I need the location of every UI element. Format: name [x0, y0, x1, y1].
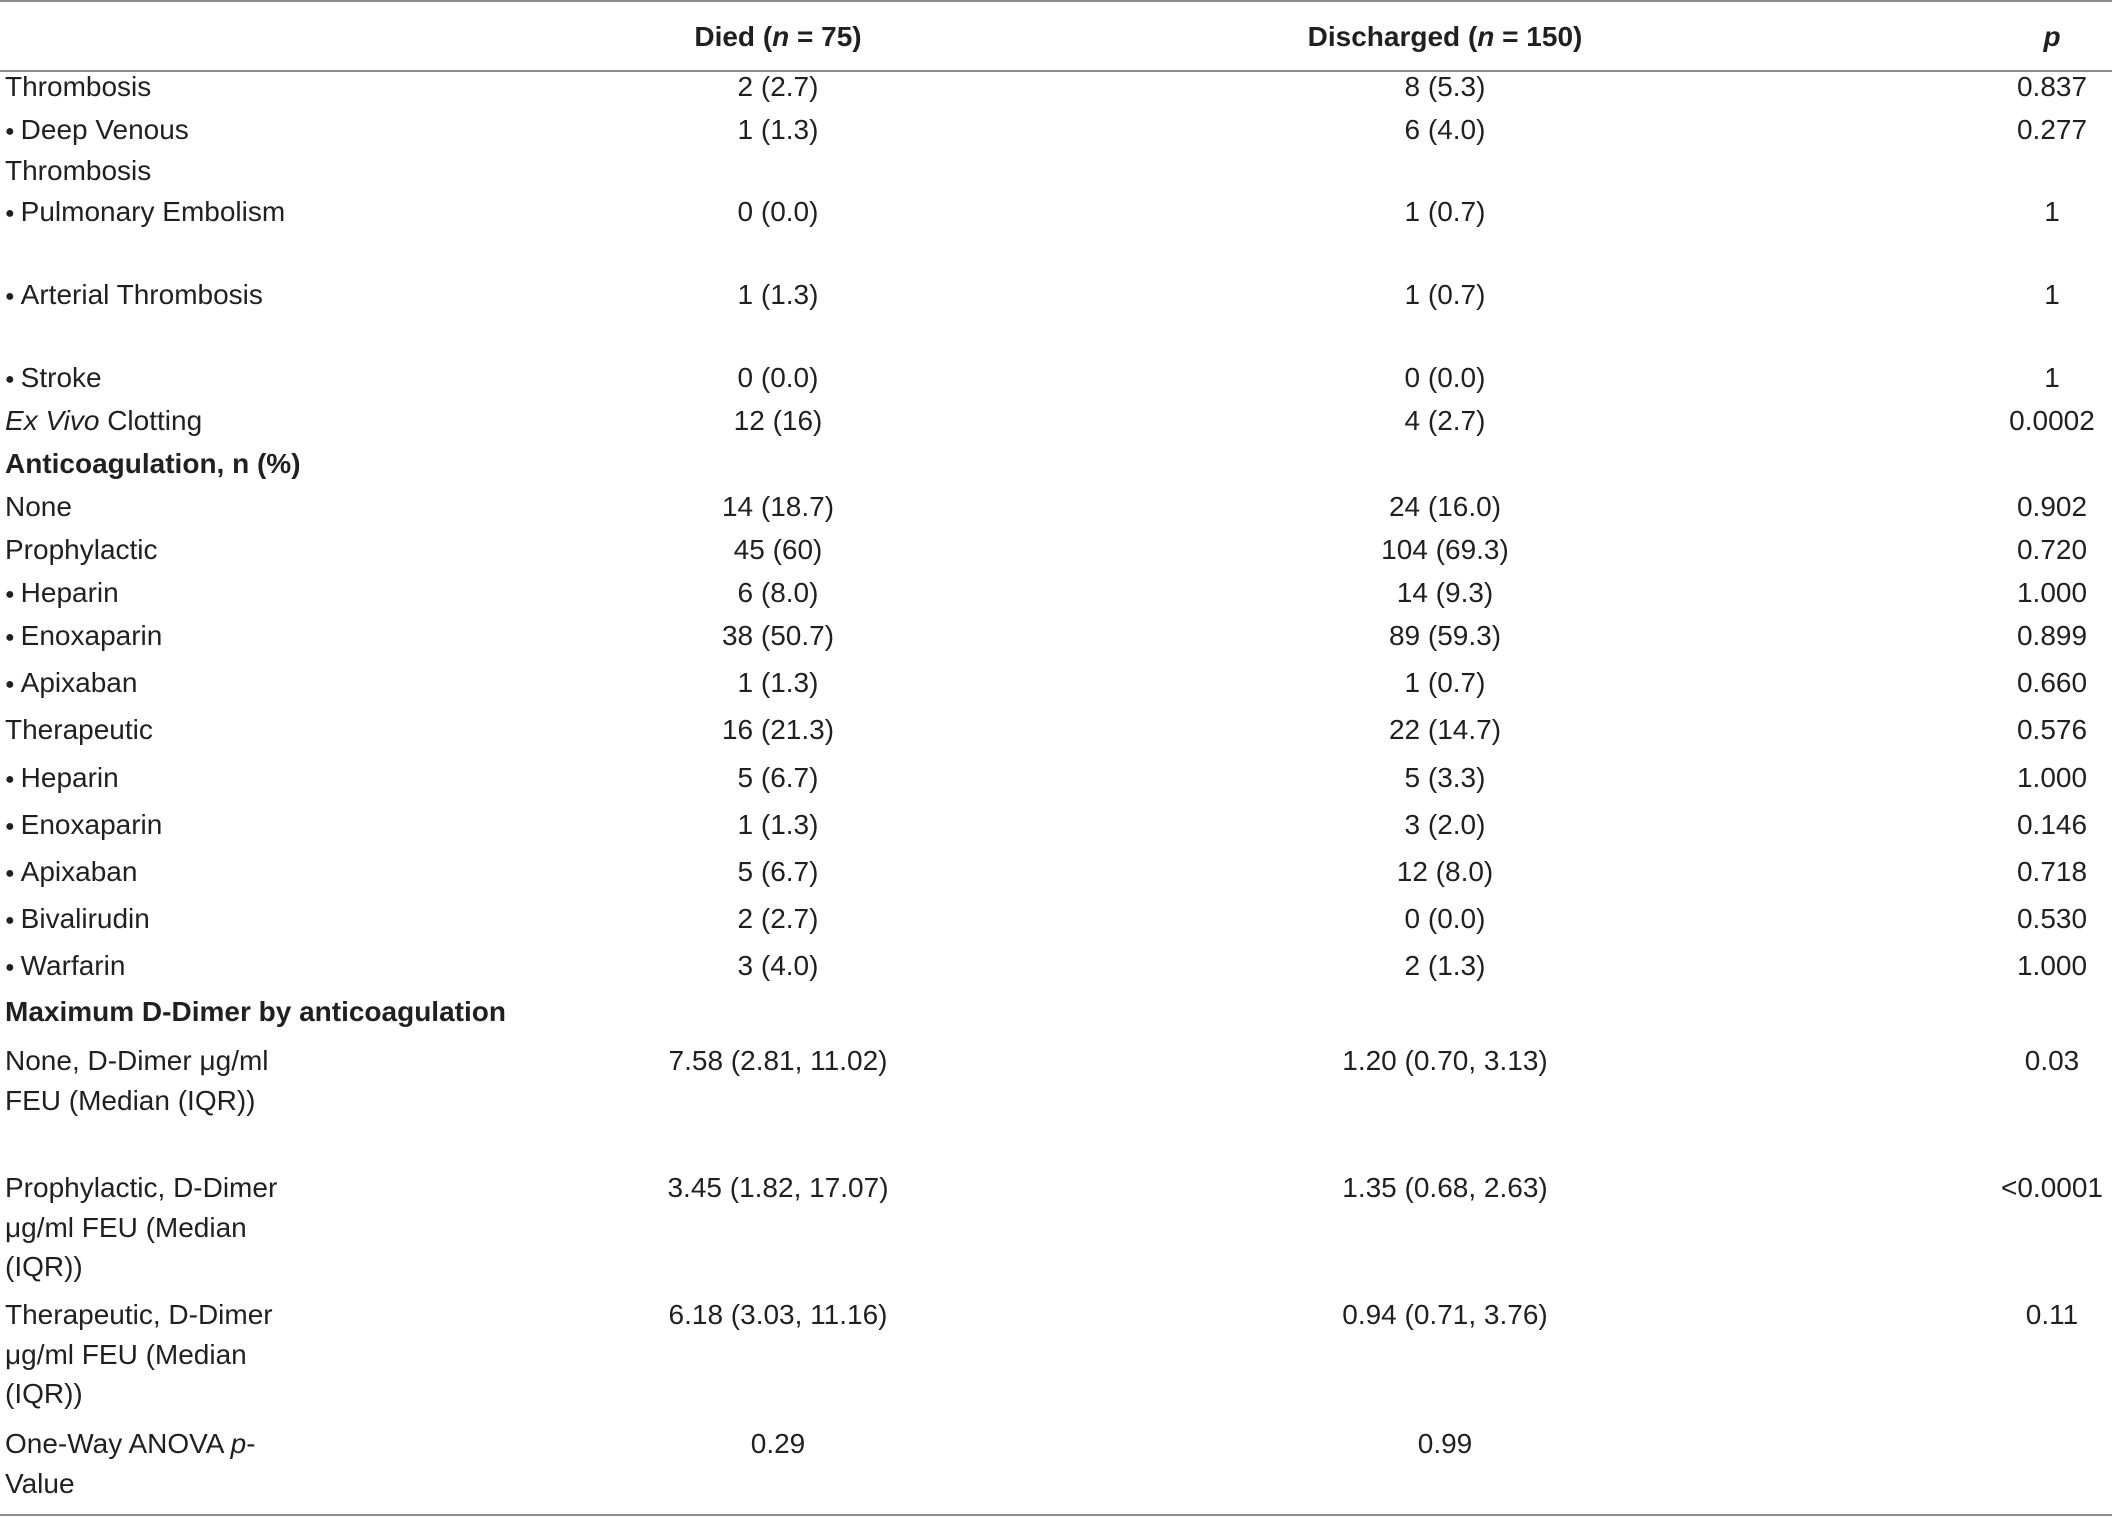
row-label-text: Clotting	[99, 405, 203, 436]
bullet-icon: ●	[5, 585, 15, 603]
p-value: 0.660	[2016, 667, 2088, 698]
p-value: 0.837	[2016, 71, 2088, 102]
p-value: 1	[2044, 279, 2060, 310]
died-value: 0 (0.0)	[737, 196, 819, 227]
bullet-icon: ●	[5, 370, 15, 388]
died-value: 2 (2.7)	[737, 903, 819, 934]
p-value: 1.000	[2016, 577, 2088, 608]
row-label-text: Warfarin	[20, 950, 126, 981]
row-label-text: Apixaban	[20, 667, 138, 698]
died-value: 5 (6.7)	[737, 856, 819, 887]
row-label	[5, 401, 305, 441]
row-label-text: Prophylactic	[5, 534, 158, 565]
discharged-value: 0 (0.0)	[1404, 903, 1486, 934]
discharged-value: 1.20 (0.70, 3.13)	[1342, 1045, 1548, 1076]
p-value: 0.277	[2016, 114, 2088, 145]
row-label-text: Therapeutic, D-Dimer μg/ml FEU (Median (IQR))	[5, 1299, 273, 1409]
p-value: 0.576	[2016, 714, 2088, 745]
row-label	[5, 1424, 305, 1503]
section-heading: Maximum D-Dimer by anticoagulation	[5, 996, 506, 1027]
died-value: 0 (0.0)	[737, 362, 819, 393]
row-label	[5, 805, 305, 846]
died-value: 7.58 (2.81, 11.02)	[668, 1045, 888, 1076]
discharged-value: 3 (2.0)	[1404, 809, 1486, 840]
died-value: 1 (1.3)	[737, 279, 819, 310]
row-label	[5, 110, 305, 191]
discharged-value: 0.99	[1417, 1428, 1473, 1459]
row-label-text: Prophylactic, D-Dimer μg/ml FEU (Median (IQR))	[5, 1172, 278, 1282]
p-value: 0.146	[2016, 809, 2088, 840]
row-label	[5, 573, 305, 614]
p-value: <0.0001	[2001, 1172, 2103, 1203]
discharged-value: 1 (0.7)	[1404, 196, 1486, 227]
header-p: p	[2043, 21, 2061, 52]
row-label-italic: p	[230, 1428, 247, 1459]
died-value: 3.45 (1.82, 17.07)	[667, 1172, 889, 1203]
discharged-value: 8 (5.3)	[1404, 71, 1486, 102]
row-label-text: Heparin	[20, 577, 119, 608]
row-label	[5, 616, 305, 657]
p-value: 0.530	[2016, 903, 2088, 934]
bullet-icon: ●	[5, 675, 15, 693]
died-value: 2 (2.7)	[737, 71, 819, 102]
bullet-icon: ●	[5, 122, 15, 140]
row-label-text: Arterial Thrombosis	[20, 279, 263, 310]
died-value: 14 (18.7)	[721, 491, 835, 522]
row-label-text: Thrombosis	[5, 71, 152, 102]
header-rule	[0, 70, 2112, 72]
bullet-icon: ●	[5, 204, 15, 222]
died-value: 3 (4.0)	[737, 950, 819, 981]
bullet-icon: ●	[5, 864, 15, 882]
discharged-value: 0 (0.0)	[1404, 362, 1486, 393]
row-label	[5, 358, 305, 399]
row-label	[5, 758, 305, 799]
discharged-value: 22 (14.7)	[1388, 714, 1502, 745]
died-value: 1 (1.3)	[737, 667, 819, 698]
row-label	[5, 1168, 305, 1287]
discharged-value: 12 (8.0)	[1396, 856, 1494, 887]
discharged-value: 6 (4.0)	[1404, 114, 1486, 145]
discharged-value: 104 (69.3)	[1381, 534, 1509, 565]
row-label	[5, 946, 305, 987]
discharged-value: 1.35 (0.68, 2.63)	[1342, 1172, 1548, 1203]
row-label-text: None	[5, 491, 72, 522]
p-value: 0.11	[2025, 1299, 2079, 1330]
died-value: 1 (1.3)	[737, 114, 819, 145]
section-heading: Anticoagulation, n (%)	[5, 448, 301, 479]
row-label-text: Heparin	[20, 762, 119, 793]
row-label-text: Deep Venous Thrombosis	[5, 114, 189, 187]
p-value: 1	[2044, 196, 2060, 227]
died-value: 45 (60)	[733, 534, 823, 565]
bullet-icon: ●	[5, 958, 15, 976]
row-label	[5, 192, 305, 233]
row-label-italic: Ex Vivo	[5, 405, 100, 436]
row-label-text: Pulmonary Embolism	[20, 196, 286, 227]
row-label	[5, 67, 305, 107]
p-value: 0.0002	[2009, 405, 2095, 436]
died-value: 1 (1.3)	[737, 809, 819, 840]
row-label	[5, 275, 305, 316]
row-label	[5, 663, 305, 704]
row-label-tail: -Value	[5, 1428, 256, 1499]
discharged-value: 0.94 (0.71, 3.76)	[1342, 1299, 1548, 1330]
discharged-value: 24 (16.0)	[1388, 491, 1502, 522]
discharged-value: 5 (3.3)	[1404, 762, 1486, 793]
bullet-icon: ●	[5, 911, 15, 929]
bullet-icon: ●	[5, 628, 15, 646]
bullet-icon: ●	[5, 817, 15, 835]
table-header	[0, 0, 2112, 72]
p-value: 0.720	[2016, 534, 2088, 565]
died-value: 38 (50.7)	[721, 620, 835, 651]
bullet-icon: ●	[5, 770, 15, 788]
row-label	[5, 899, 305, 940]
p-value: 1	[2044, 362, 2060, 393]
p-value: 0.718	[2016, 856, 2088, 887]
row-label-text: One-Way ANOVA	[5, 1428, 231, 1459]
discharged-value: 4 (2.7)	[1404, 405, 1486, 436]
row-label	[5, 487, 305, 527]
died-value: 12 (16)	[733, 405, 823, 436]
table-bottom-rule	[0, 1514, 2112, 1516]
row-label	[5, 1295, 305, 1414]
header-died: Died (n = 75)	[694, 21, 862, 52]
row-label-text: Apixaban	[20, 856, 138, 887]
discharged-value: 89 (59.3)	[1388, 620, 1502, 651]
bullet-icon: ●	[5, 287, 15, 305]
row-label-text: Bivalirudin	[20, 903, 150, 934]
p-value: 1.000	[2016, 950, 2088, 981]
died-value: 5 (6.7)	[737, 762, 819, 793]
row-label	[5, 1041, 305, 1120]
header-discharged: Discharged (n = 150)	[1307, 21, 1583, 52]
row-label-text: Stroke	[20, 362, 102, 393]
row-label	[5, 710, 305, 750]
p-value: 1.000	[2016, 762, 2088, 793]
row-label-text: None, D-Dimer μg/ml FEU (Median (IQR))	[5, 1045, 269, 1116]
discharged-value: 2 (1.3)	[1404, 950, 1486, 981]
died-value: 6.18 (3.03, 11.16)	[668, 1299, 888, 1330]
row-label	[5, 530, 305, 570]
discharged-value: 1 (0.7)	[1404, 667, 1486, 698]
discharged-value: 1 (0.7)	[1404, 279, 1486, 310]
row-label-text: Enoxaparin	[20, 620, 163, 651]
row-label-text: Therapeutic	[5, 714, 153, 745]
died-value: 16 (21.3)	[721, 714, 835, 745]
row-label	[5, 852, 305, 893]
discharged-value: 14 (9.3)	[1396, 577, 1494, 608]
died-value: 6 (8.0)	[737, 577, 819, 608]
row-label-text: Enoxaparin	[20, 809, 163, 840]
p-value: 0.899	[2016, 620, 2088, 651]
p-value: 0.902	[2016, 491, 2088, 522]
p-value: 0.03	[2024, 1045, 2080, 1076]
died-value: 0.29	[750, 1428, 806, 1459]
